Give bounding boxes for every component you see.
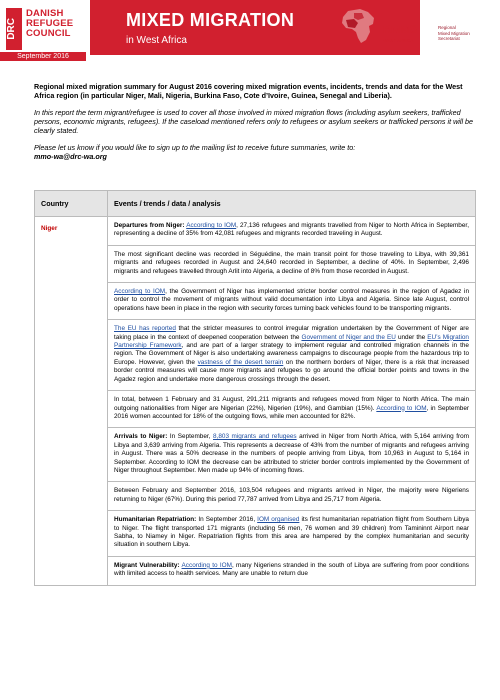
para-text: arrived in Niger from North Africa, with 5,164 arriving from Libya and 3,639 arriving from Algeria. This represents a decrease of 43% from the number of migrants and refugees arriving in August. There was a 50% decrease in the numbers of people arriving from Libya, from 10,963 in August to 5,164 in September. According to IOM the decrease can be attributed to stricter border controls implemented by the Government of Niger throughout September. Men made up 94% of incoming flows.: [114, 433, 470, 474]
table-header-row: [35, 191, 476, 217]
intro-section: [34, 82, 474, 169]
drc-logo: [6, 8, 78, 50]
para-seguedine: The most significant decline was recorded in Séguédine, the main transit point for those traveling to Libya, with 39,361 migrants and refugees recorded in August and 24,640 recorded in September, a decline of 40%. In September, 2,496 migrants and refugees travelled through Arlit into Algeria, a decline of 8% from those recorded in August.: [108, 246, 475, 283]
header-banner: [0, 0, 500, 60]
org-name-line2: REFUGEE: [26, 18, 74, 29]
para-eu: [108, 320, 475, 391]
para-lead: Arrivals to Niger:: [114, 433, 168, 441]
para-feb-sep: Between February and September 2016, 103,504 refugees and migrants arrived in Niger, the majority were Nigeriens returning to Niger (67%). During this period 77,787 arrived from Libya and 25,717 from Algeria.: [108, 482, 475, 511]
link-iom[interactable]: According to IOM: [376, 404, 427, 412]
intro-mailing: [34, 143, 474, 161]
para-text: , and are part of a larger strategy to implement regular and controlled migration channels in the region. The Government of Niger is also undertaking awareness campaigns to discourage people from the hazardous trip to Europe. However, given the: [114, 342, 469, 366]
africa-map-icon: [340, 8, 380, 44]
para-totals: [108, 391, 475, 428]
para-repatriation: [108, 511, 475, 557]
drc-mark-text: DRC: [6, 18, 17, 40]
intro-summary: Regional mixed migration summary for August 2016 covering mixed migration events, incidents, trends and data for the West Africa region (in particular Niger, Mali, Nigeria, Burkina Faso, Cote d’Ivoire, Guinea, Senegal and Liberia).: [34, 82, 463, 100]
para-text: under the: [395, 333, 428, 341]
link-migrants-refugees[interactable]: 8,803 migrants and refugees: [213, 433, 297, 441]
page-title: MIXED MIGRATION: [126, 10, 295, 30]
rmms-logo-text: RMMS: [383, 24, 418, 36]
para-departures: [108, 217, 475, 246]
para-lead: Migrant Vulnerability:: [114, 561, 180, 569]
date-badge: September 2016: [0, 52, 86, 61]
link-iom-organised[interactable]: IOM organised: [257, 516, 300, 524]
intro-terms: In this report the term migrant/refugee is used to cover all those involved in mixed migration flows (including asylum seekers, trafficked persons, economic migrants, refugees). If the caseload mentioned refers only to refugees or asylum seekers or trafficked persons it will be clearly stated.: [34, 108, 474, 135]
col-header-country: Country: [35, 191, 108, 217]
mailing-text: Please let us know if you would like to sign up to the mailing list to receive future summaries, write to:: [34, 143, 356, 152]
link-gov-niger-eu[interactable]: Government of Niger and the EU: [301, 333, 396, 341]
link-desert-terrain[interactable]: vastness of the desert terrain: [197, 358, 284, 366]
para-text: , in September 2016 women accounted for 18% of the outgoing flows, while men accounted for 82%.: [114, 404, 469, 420]
para-lead: Departures from Niger:: [114, 222, 185, 229]
link-iom[interactable]: According to IOM: [186, 222, 237, 229]
rmms-region: WEST AFRICA: [383, 38, 414, 43]
para-arrivals: [108, 428, 475, 482]
org-name-line1: DANISH: [26, 8, 64, 19]
para-vulnerability: [108, 557, 475, 585]
para-lead: Humanitarian Repatriation:: [114, 516, 197, 524]
para-text: In September,: [167, 433, 213, 441]
org-name: [26, 9, 73, 39]
para-text: In September 2016,: [196, 516, 258, 524]
country-cell: Niger: [35, 217, 108, 586]
para-text: on the northern borders of Niger, there is a risk that increased border control measures will cause more migrants and refugees to go around the official border points and towns in the Agadez region and undertake more dangerous crossings through the desert.: [114, 358, 469, 383]
link-eu-reported[interactable]: The EU has reported: [114, 325, 176, 333]
para-text: , 27,136 refugees and migrants travelled from Niger to North Africa in September, representing a decline of 35% from 42,081 refugees and migrants recorded traveling in August.: [114, 222, 469, 238]
table-row: [35, 217, 476, 586]
para-text: , the Government of Niger has implemented stricter border control measures in the region of Agadez in order to control the movement of migrants without valid documentation into Libya and Algeria. Since late August, control operations have been in place in the region with security forces turning back vehicles found to be transporting migrants.: [114, 288, 469, 312]
events-cell: [108, 217, 476, 586]
col-header-events: Events / trends / data / analysis: [108, 191, 476, 217]
rmms-tagline-line1: Regional: [438, 25, 456, 30]
org-name-line3: COUNCIL: [26, 28, 71, 39]
events-table: [34, 190, 476, 586]
para-text: that the stricter measures to control irregular migration undertaken by the Government of Niger are taking place in the context of deepened cooperation between the: [114, 325, 469, 341]
drc-logo-mark: [6, 8, 22, 50]
link-iom[interactable]: According to IOM: [181, 561, 232, 569]
para-text: In total, between 1 February and 31 August, 291,211 migrants and refugees moved from Niger to North Africa. The main outgoing nationalities from Niger are Nigerian (22%), Nigerien (19%), and Gambian (15%).: [114, 396, 469, 412]
para-text: , many Nigeriens stranded in the south of Libya are suffering from poor conditions with limited access to health services. Many are unable to return due: [114, 561, 469, 578]
para-text: its first humanitarian repatriation flight from Southern Libya to Niger. The flight transported 171 migrants (including 56 men, 76 women and 39 children) from Tamininnt Airport near Sabha, to Niamey in Niger. Repatriation flights from this area are hampered by the complex humanitarian and security situation in southern Libya.: [114, 516, 469, 549]
mailing-email[interactable]: mmo-wa@drc-wa.org: [34, 152, 107, 161]
link-migration-partnership[interactable]: EU’s Migration Partnership Framework: [114, 333, 469, 350]
page-subtitle: in West Africa: [126, 35, 187, 46]
link-iom[interactable]: According to IOM: [114, 288, 166, 296]
rmms-tagline: [438, 25, 470, 42]
rmms-tagline-line3: Secretariat: [438, 36, 460, 41]
para-border-control: [108, 283, 475, 320]
rmms-tagline-line2: Mixed Migration: [438, 30, 470, 36]
